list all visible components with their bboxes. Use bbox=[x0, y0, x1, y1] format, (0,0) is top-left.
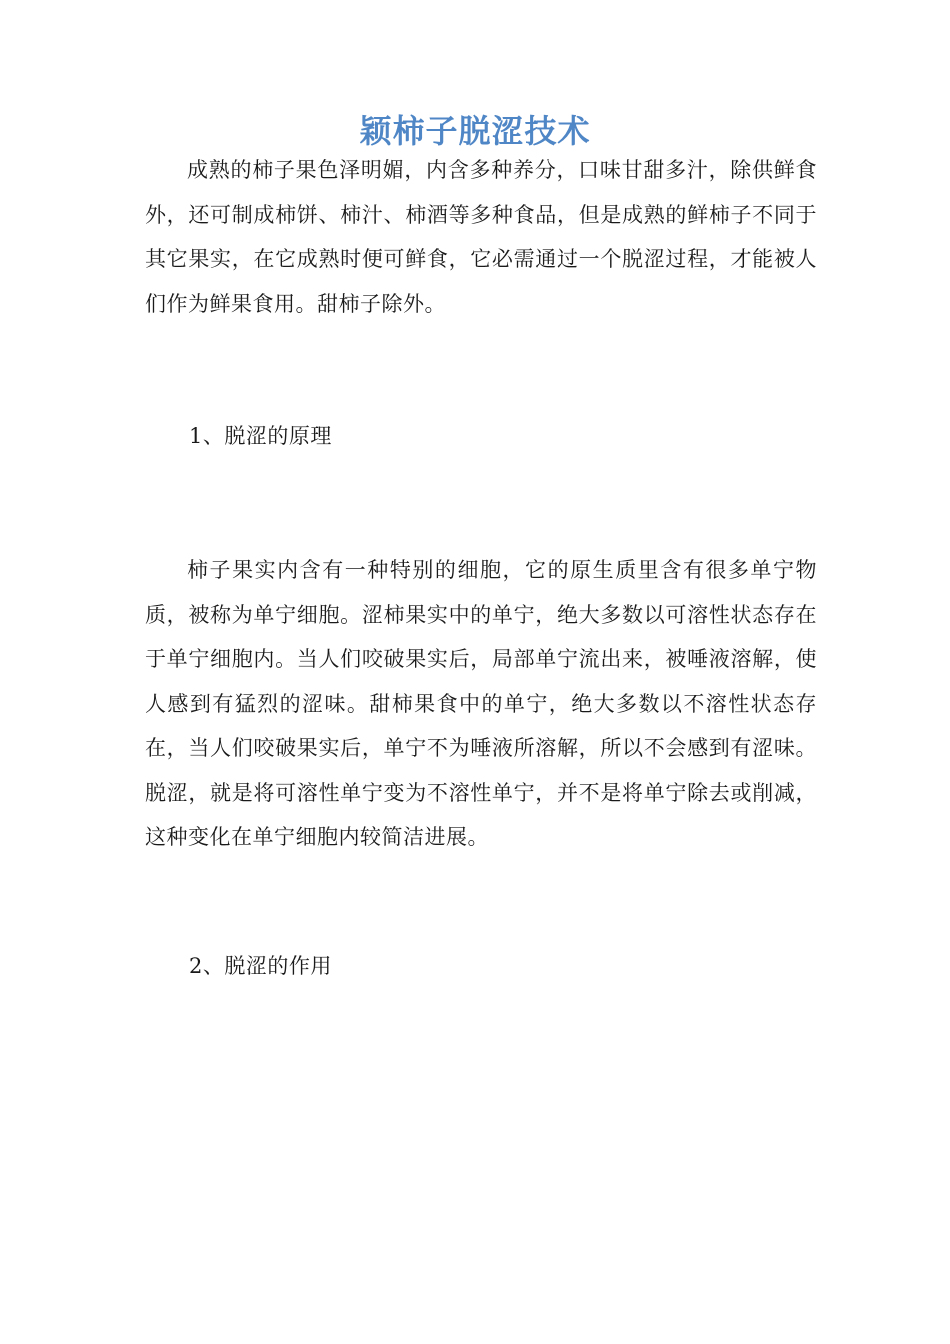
document-title: 颖柿子脱涩技术 bbox=[359, 112, 591, 151]
section-body-principle: 柿子果实内含有一种特别的细胞，它的原生质里含有很多单宁物质，被称为单宁细胞。涩柿果实中的单宁，绝大多数以可溶性状态存在于单宁细胞内。当人们咬破果实后，局部单宁流出来，被唾液溶解，使人感到有猛烈的涩味。甜柿果食中的单宁，绝大多数以不溶性状态存在，当人们咬破果实后，单宁不为唾液所溶解，所以不会感到有涩味。脱涩，就是将可溶性单宁变为不溶性单宁，并不是将单宁除去或削减，这种变化在单宁细胞内较简洁进展。 bbox=[145, 558, 817, 849]
section-heading-principle: 1、脱涩的原理 bbox=[189, 424, 332, 448]
section-heading-effect: 2、脱涩的作用 bbox=[189, 954, 332, 978]
intro-paragraph: 成熟的柿子果色泽明媚，内含多种养分，口味甘甜多汁，除供鲜食外，还可制成柿饼、柿汁、柿酒等多种食品，但是成熟的鲜柿子不同于其它果实，在它成熟时便可鲜食，它必需通过一个脱涩过程，才能被人们作为鲜果食用。甜柿子除外。 bbox=[145, 158, 817, 316]
